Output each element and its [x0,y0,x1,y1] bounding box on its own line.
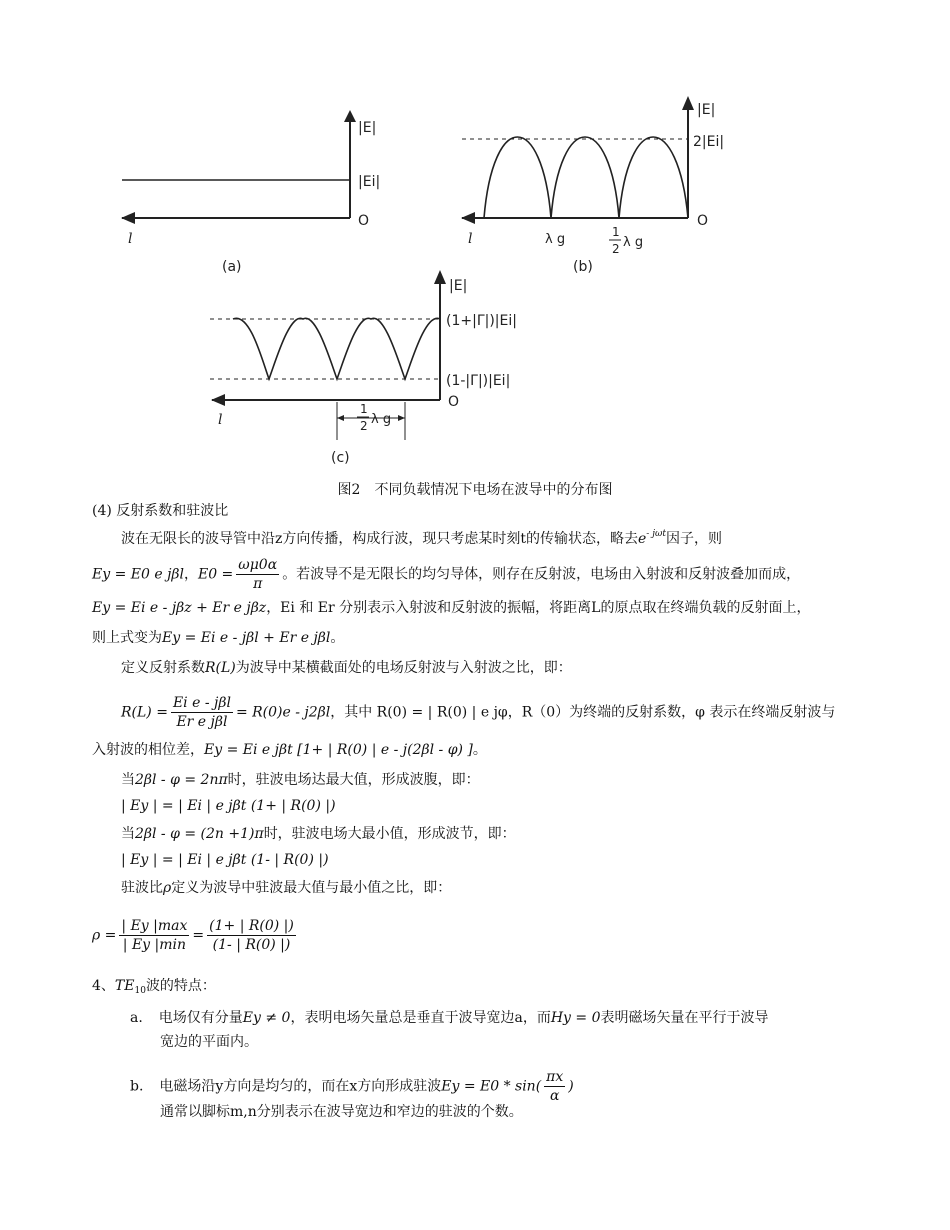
section-heading-te10: 4、$TE_{10}$波的特点： [92,978,216,996]
level-label-2Ei: 2|Ei| [693,134,725,150]
section-heading-4: (4) 反射系数和驻波比 [92,503,229,519]
l-axis-arrow-icon [211,394,225,406]
fraction: $\frac{\text{Ei e - jβl}}{\text{Er e jβl}}$ [172,695,231,730]
fraction: $\frac{| Ey |\max}{| Ey |\min}$ [121,918,188,953]
equation: Ey = Ei e - jβl + Er e jβl [162,630,331,646]
origin-label: O [697,213,709,229]
axis-label-E: |E| [697,102,716,118]
equation: Ey = Ei e - jβz + Er e jβz [92,600,267,616]
half-den: 2 [612,242,620,256]
paragraph-line: 则上式变为Ey = Ei e - jβl + Er e jβl。 [92,630,345,646]
half-num: 1 [612,225,620,239]
half-lambda-label: λ g [371,412,392,427]
equation-line: | Ey | = | Ei | e jβt (1+ | R(0) |) [121,798,336,814]
half-lambda-label: λ g [623,235,644,250]
origin-label: O [448,394,460,410]
origin-label: O [358,213,370,229]
axis-label-E: |E| [358,120,377,136]
paragraph-line: 入射波的相位差，Ey = Ei e jβt [1+ | R(0) | e - j(2βl - φ) ]。 [92,742,487,758]
standing-wave-curve [233,318,440,379]
panel-tag-b: (b) [573,259,593,275]
list-item-b-continued: 通常以脚标m,n分别表示在波导宽边和窄边的驻波的个数。 [160,1104,523,1120]
paragraph-line: Ey = E0 e jβl，E0 = $\frac{\omega\mu 0\alpha}{\pi}$ 。若波导不是无限长的均匀导体，则存在反射波，电场由入射波和反射波叠加而成， [92,557,801,592]
paragraph-line: 波在无限长的波导管中沿z方向传播，构成行波，现只考虑某时刻t的传输状态，略去$e^{- j\omega t}$因子，则 [121,529,722,547]
equation: Ey = E0 e jβl [92,566,184,583]
equation-line: ρ = $\frac{| Ey |\max}{| Ey |\min}$ = $\frac{(1+ | R(0) |)}{(1- | R(0) |)}$ [92,918,294,953]
list-item-b: b. 电磁场沿y方向是均匀的，而在x方向形成驻波Ey = E0 * sin( $\frac{\pi x}{\alpha}$ ) [130,1069,574,1104]
y-axis-arrow-icon [434,270,446,284]
panel-tag-a: (a) [222,259,242,275]
l-label: l [128,231,133,247]
list-item-a: a. 电场仅有分量Ey ≠ 0，表明电场矢量总是垂直于波导宽边a，而Hy = 0表明磁场矢量在平行于波导 [130,1010,769,1026]
level-label-min: (1-|Γ|)|Ei| [446,373,511,389]
half-den: 2 [360,419,368,433]
paragraph-line: 当2βl - φ = 2nπ时，驻波电场达最大值，形成波腹，即： [121,772,480,788]
level-label-Ei: |Ei| [358,174,381,190]
fraction: $\frac{(1+ | R(0) |)}{(1- | R(0) |)}$ [209,918,294,953]
equation-line: | Ey | = | Ei | e jβt (1- | R(0) |) [121,852,329,868]
paragraph-line: 驻波比ρ定义为波导中驻波最大值与最小值之比，即： [121,880,452,896]
paragraph-line: 当2βl - φ = (2n +1)π时，驻波电场大最小值，形成波节，即： [121,826,516,842]
half-num: 1 [360,402,368,416]
panel-tag-c: (c) [331,450,350,466]
paragraph-line: R(L) = $\frac{\text{Ei e - jβl}}{\text{Er e jβl}}$ = R(0)e - j2βl，其中 R(0) = | R(0) | e jφ，R（0）为终端的反射系数，φ 表示在终端反射波与 [121,695,836,730]
figure-caption: 图2 不同负载情况下电场在波导中的分布图 [337,482,613,498]
figure-panel-c [0,0,950,480]
paragraph-line: Ey = Ei e - jβz + Er e jβz，Ei 和 Er 分别表示入射波和反射波的振幅，将距离L的原点取在终端负载的反射面上， [92,600,811,616]
equation: Ey = Ei e jβt [1+ | R(0) | e - j(2βl - φ) ] [204,742,473,758]
lambda-g-label: λ g [545,232,566,247]
l-label: l [218,412,223,428]
l-label: l [468,231,473,247]
level-label-max: (1+|Γ|)|Ei| [446,313,517,329]
paragraph-line: 定义反射系数R(L)为波导中某横截面处的电场反射波与入射波之比，即： [121,660,572,676]
axis-label-E: |E| [449,278,468,294]
fraction: $\frac{\omega\mu 0\alpha}{\pi}$ [238,557,278,592]
fraction: $\frac{\pi x}{\alpha}$ [546,1069,564,1104]
list-item-a-continued: 宽边的平面内。 [160,1034,258,1050]
